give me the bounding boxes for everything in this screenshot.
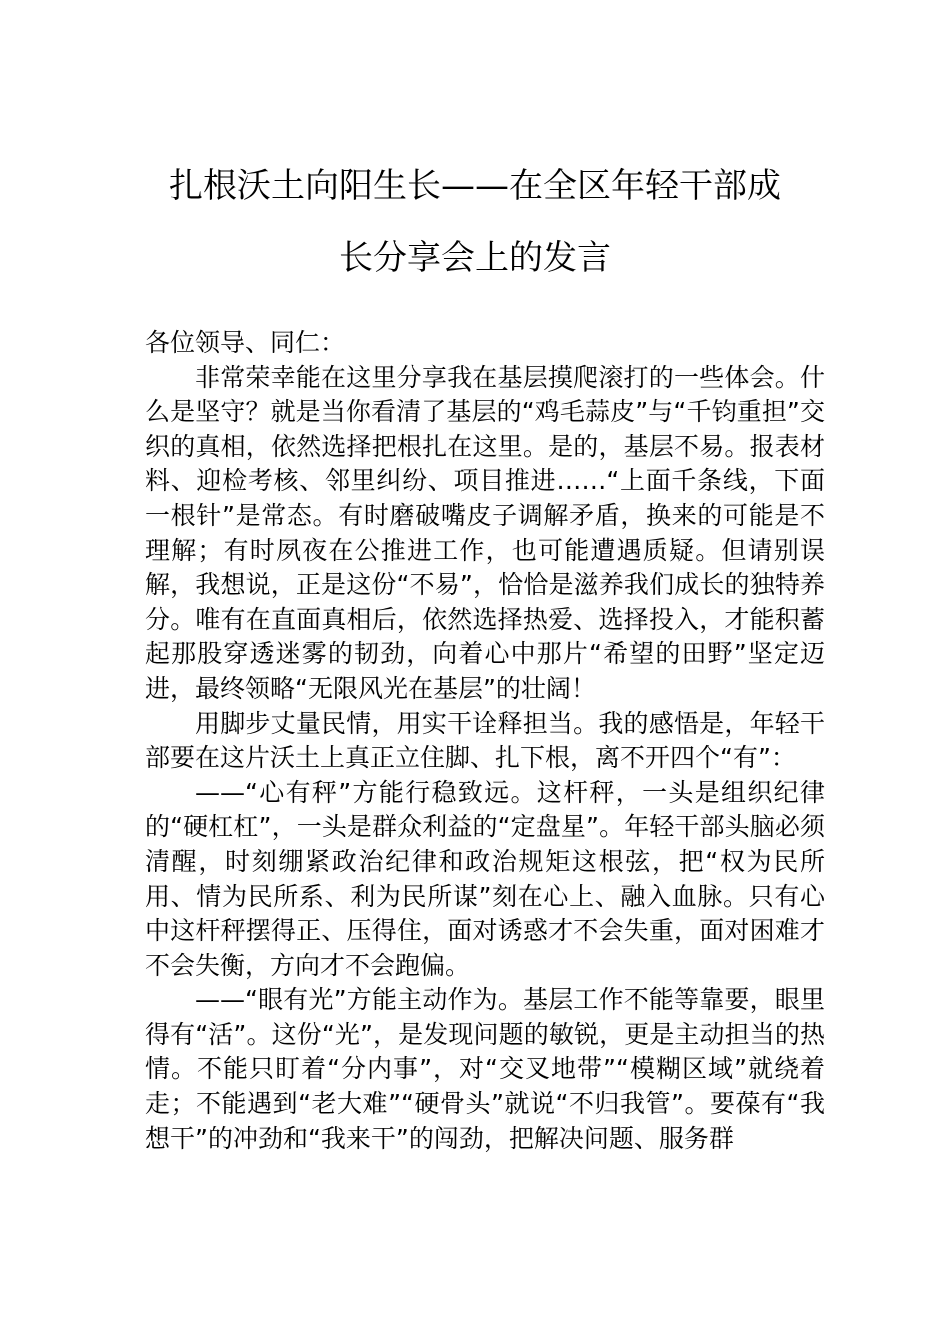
paragraph-1: 非常荣幸能在这里分享我在基层摸爬滚打的一些体会。什么是坚守？就是当你看清了基层的“鸡毛蒜皮”与“千钧重担”交织的真相，依然选择把根扎在这里。是的，基层不易。报表材料、迎检考核、邻里纠纷、项目推进……“上面千条线，下面一根针”是常态。有时磨破嘴皮子调解矛盾，换来的可能是不理解；有时夙夜在公推进工作，也可能遭遇质疑。但请别误解，我想说，正是这份“不易”，恰恰是滋养我们成长的独特养分。唯有在直面真相后，依然选择热爱、选择投入，才能积蓄起那股穿透迷雾的韧劲，向着心中那片“希望的田野”坚定迈进，最终领略“无限风光在基层”的壮阔！ — [145, 362, 825, 703]
document-title-line-2: 长分享会上的发言 — [339, 238, 611, 278]
document-title-line-1: 扎根沃土向阳生长——在全区年轻干部成 — [169, 166, 781, 206]
salutation: 各位领导、同仁： — [145, 328, 346, 357]
document-body — [145, 326, 825, 1156]
paragraph-2: 用脚步丈量民情，用实干诠释担当。我的感悟是，年轻干部要在这片沃土上真正立住脚、扎下根，离不开四个“有”： — [145, 708, 825, 773]
paragraph-4: ——“眼有光”方能主动作为。基层工作不能等靠要，眼里得有“活”。这份“光”，是发现问题的敏锐，更是主动担当的热情。不能只盯着“分内事”，对“交叉地带”“模糊区域”就绕着走；不能遇到“老大难”“硬骨头”就说“不归我管”。要葆有“我想干”的冲劲和“我来干”的闯劲，把解决问题、服务群 — [145, 985, 825, 1153]
paragraph-3: ——“心有秤”方能行稳致远。这杆秤，一头是组织纪律的“硬杠杠”，一头是群众利益的“定盘星”。年轻干部头脑必须清醒，时刻绷紧政治纪律和政治规矩这根弦，把“权为民所用、情为民所系、利为民所谋”刻在心上、融入血脉。只有心中这杆秤摆得正、压得住，面对诱惑才不会失重，面对困难才不会失衡，方向才不会跑偏。 — [145, 777, 825, 980]
